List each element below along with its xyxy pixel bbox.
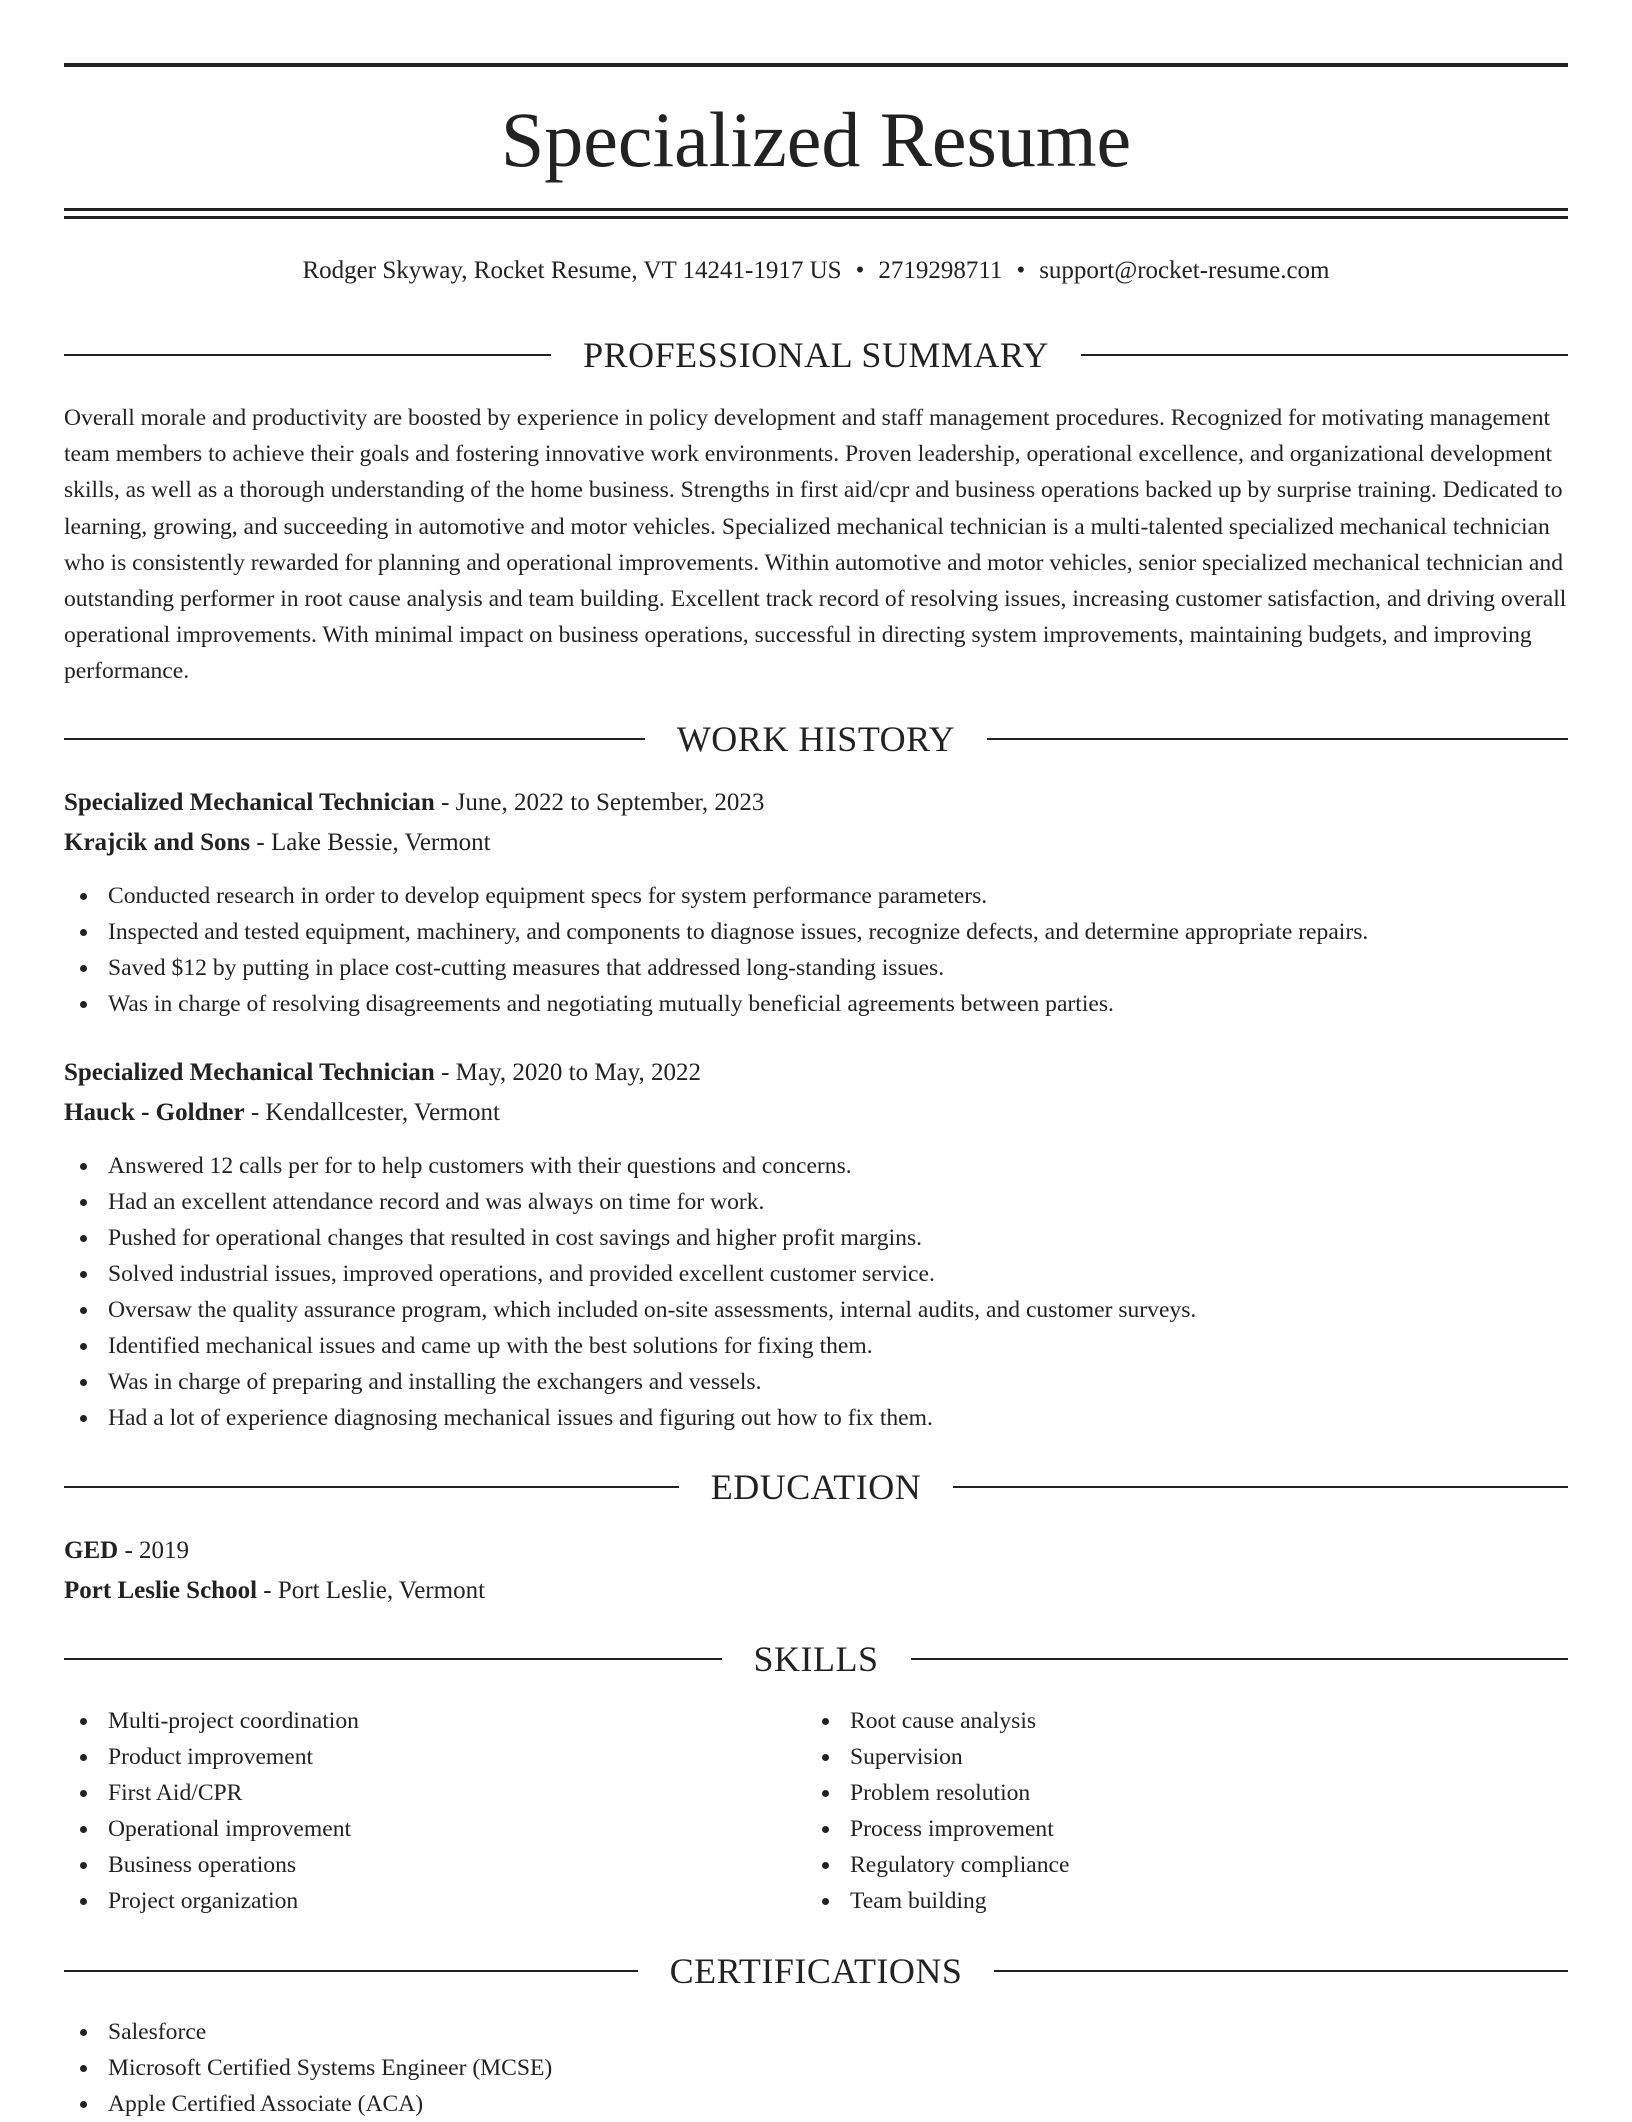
list-item: Had a lot of experience diagnosing mechanical issues and figuring out how to fix them. [64, 1400, 1568, 1436]
heading-rule-right [987, 738, 1568, 740]
summary-paragraph: Overall morale and productivity are boosted by experience in policy development and staff management procedures. Recognized for motivating management team members to achieve their goals and fostering innovative work environments. Proven leadership, operational excellence, and organizational development skills, as well as a thorough understanding of the home business. Strengths in first aid/cpr and business operations backed up by surprise training. Dedicated to learning, growing, and succeeding in automotive and motor vehicles. Specialized mechanical technician is a multi-talented specialized mechanical technician who is consistently rewarded for planning and operational improvements. Within automotive and motor vehicles, senior specialized mechanical technician and outstanding performer in root cause analysis and team building. Excellent track record of resolving issues, increasing customer satisfaction, and driving overall operational improvements. With minimal impact on business operations, successful in directing system improvements, maintaining budgets, and improving performance. [64, 405, 1567, 685]
heading-rule-left [64, 1486, 679, 1488]
section-heading-work [64, 714, 1568, 764]
section-heading-summary [64, 330, 1568, 380]
list-item: Was in charge of preparing and installing the exchangers and vessels. [64, 1364, 1568, 1400]
section-heading-skills [64, 1634, 1568, 1684]
section-heading-education [64, 1462, 1568, 1512]
list-item: Multi-project coordination [64, 1703, 1568, 1739]
list-item: Identified mechanical issues and came up with the best solutions for fixing them. [64, 1328, 1568, 1364]
list-item: Operational improvement [64, 1811, 1568, 1847]
job-title: Specialized Mechanical Technician [64, 1059, 435, 1086]
list-item: Regulatory compliance [806, 1847, 1632, 1883]
list-item: Team building [806, 1883, 1632, 1919]
job-location: - Kendallcester, Vermont [244, 1099, 500, 1126]
section-title: SKILLS [753, 1639, 879, 1679]
contact-line [64, 254, 1568, 288]
heading-rule-right [1081, 354, 1568, 356]
list-item: Project organization [64, 1883, 1568, 1919]
section-title: CERTIFICATIONS [669, 1951, 963, 1991]
section-title: WORK HISTORY [676, 719, 956, 759]
job-title: Specialized Mechanical Technician [64, 789, 435, 816]
heading-rule-left [64, 738, 645, 740]
list-item: Saved $12 by putting in place cost-cutting measures that addressed long-standing issues. [64, 950, 1568, 986]
heading-rule-left [64, 1658, 722, 1660]
section-title: PROFESSIONAL SUMMARY [583, 335, 1049, 375]
education-school-line [64, 1574, 1568, 1608]
job-duties-list [64, 1148, 1568, 1436]
header-top-rule [64, 63, 1568, 67]
list-item: Root cause analysis [806, 1703, 1632, 1739]
section-heading-certifications [64, 1946, 1568, 1996]
list-item: Was in charge of resolving disagreements and negotiating mutually beneficial agreements between parties. [64, 986, 1568, 1022]
list-item: Product improvement [64, 1739, 1568, 1775]
list-item: Conducted research in order to develop equipment specs for system performance parameters. [64, 878, 1568, 914]
education-location: - Port Leslie, Vermont [257, 1577, 486, 1604]
job-location: - Lake Bessie, Vermont [250, 829, 491, 856]
list-item: Apple Certified Associate (ACA) [64, 2086, 1568, 2122]
list-item: Microsoft Certified Systems Engineer (MCSE) [64, 2050, 1568, 2086]
job-company-line [64, 1096, 1568, 1130]
list-item: Pushed for operational changes that resulted in cost savings and higher profit margins. [64, 1220, 1568, 1256]
heading-rule-right [994, 1970, 1568, 1972]
job-title-line [64, 1056, 1568, 1090]
list-item: Answered 12 calls per for to help customers with their questions and concerns. [64, 1148, 1568, 1184]
contact-email: support@rocket-resume.com [1039, 257, 1330, 284]
list-item: Oversaw the quality assurance program, which included on-site assessments, internal audits, and customer surveys. [64, 1292, 1568, 1328]
contact-phone: 2719298711 [878, 257, 1003, 284]
list-item: Supervision [806, 1739, 1632, 1775]
job-dates: - May, 2020 to May, 2022 [434, 1059, 702, 1086]
list-item: Solved industrial issues, improved operations, and provided excellent customer service. [64, 1256, 1568, 1292]
contact-address: Rodger Skyway, Rocket Resume, VT 14241-1917 US [302, 257, 842, 284]
list-item: Had an excellent attendance record and was always on time for work. [64, 1184, 1568, 1220]
job-dates: - June, 2022 to September, 2023 [434, 789, 765, 816]
job-duties-list [64, 878, 1568, 1022]
section-title: EDUCATION [710, 1467, 922, 1507]
education-degree-line [64, 1534, 1568, 1568]
list-item: Process improvement [806, 1811, 1632, 1847]
list-item: Problem resolution [806, 1775, 1632, 1811]
education-year: - 2019 [118, 1537, 190, 1564]
list-item: Salesforce [64, 2014, 1568, 2050]
heading-rule-left [64, 354, 551, 356]
job-title-line [64, 786, 1568, 820]
job-company: Hauck - Goldner [64, 1099, 245, 1126]
heading-rule-right [953, 1486, 1568, 1488]
heading-rule-right [911, 1658, 1569, 1660]
list-item: Inspected and tested equipment, machinery, and components to diagnose issues, recognize defects, and determine appropriate repairs. [64, 914, 1568, 950]
contact-separator: • [855, 257, 865, 284]
header-double-rule-upper [64, 208, 1568, 211]
list-item: First Aid/CPR [64, 1775, 1568, 1811]
resume-title: Specialized Resume [500, 96, 1132, 183]
heading-rule-left [64, 1970, 638, 1972]
contact-separator: • [1016, 257, 1026, 284]
skills-list-right [806, 1703, 1632, 1919]
list-item: Business operations [64, 1847, 1568, 1883]
education-school: Port Leslie School [64, 1577, 258, 1604]
header-double-rule-lower [64, 216, 1568, 219]
job-company: Krajcik and Sons [64, 829, 251, 856]
job-company-line [64, 826, 1568, 860]
certifications-list [64, 2014, 1568, 2122]
education-degree: GED [64, 1537, 119, 1564]
